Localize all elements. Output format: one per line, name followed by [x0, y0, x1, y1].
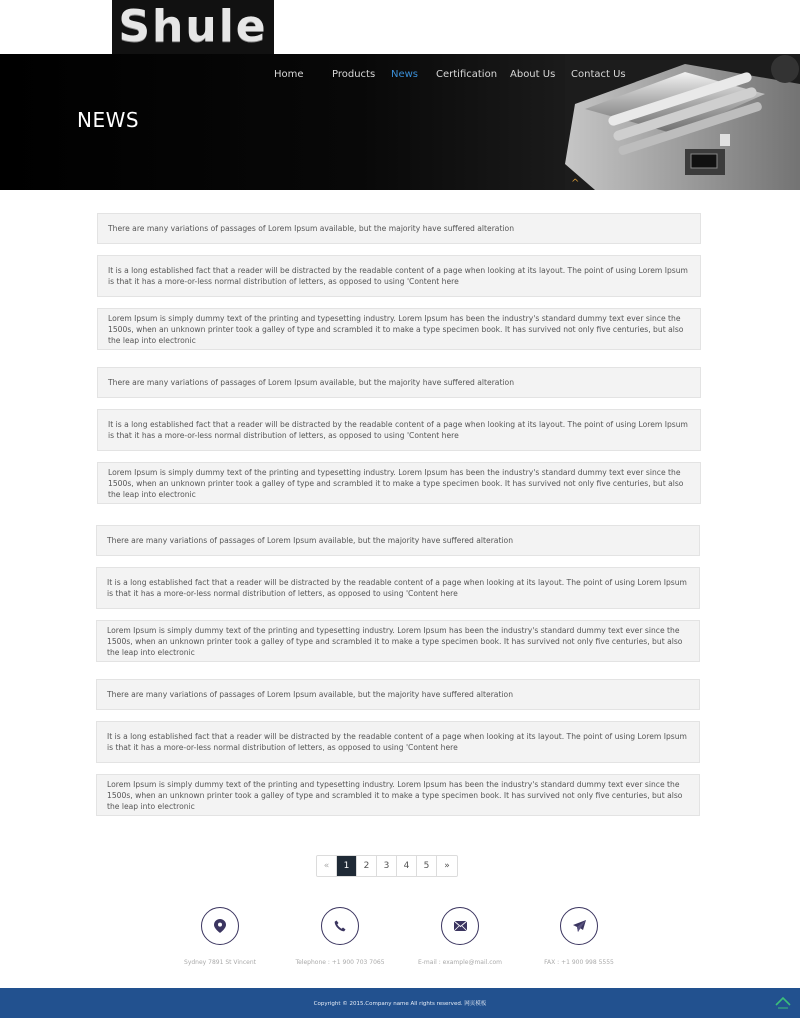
news-item[interactable] [97, 213, 701, 244]
contact-phone [280, 907, 400, 966]
footer-copyright: Copyright © 2015.Company name All rights reserved. 网页模板 [313, 1001, 487, 1007]
contact-phone-text: Telephone : +1 900 703 7065 [295, 959, 385, 966]
phone-icon [321, 907, 359, 945]
news-item-text: It is a long established fact that a reader will be distracted by the readable content of a page when looking at its layout. The point of using Lorem Ipsum is that it has a more-or-less normal distribution of letters, as opposed to using 'Content here [107, 732, 687, 752]
paper-plane-icon [560, 907, 598, 945]
contact-address [160, 907, 280, 966]
pagination-prev[interactable]: « [317, 856, 337, 876]
caret-up-icon: ^ [571, 178, 580, 189]
back-to-top-icon[interactable] [774, 992, 792, 1010]
contact-fax [519, 907, 639, 966]
contact-fax-text: FAX : +1 900 998 5555 [544, 959, 614, 966]
news-item-text: There are many variations of passages of Lorem Ipsum available, but the majority have suffered alteration [108, 378, 515, 387]
logo[interactable] [112, 0, 274, 54]
map-marker-icon [201, 907, 239, 945]
news-item-text: Lorem Ipsum is simply dummy text of the printing and typesetting industry. Lorem Ipsum has been the industry's standard dummy text ever since the 1500s, when an unknown printer took a galley of type and scrambled it to make a type specimen book. It has survived not only five centuries, but also the leap into electronic [108, 467, 684, 499]
nav-certification[interactable]: Certification [436, 69, 498, 80]
page-title: NEWS [77, 108, 140, 132]
nav-contact-us[interactable]: Contact Us [571, 69, 626, 80]
news-item-text: It is a long established fact that a reader will be distracted by the readable content of a page when looking at its layout. The point of using Lorem Ipsum is that it has a more-or-less normal distribution of letters, as opposed to using 'Content here [108, 420, 688, 440]
logo-text: Shule [118, 1, 268, 52]
news-item[interactable] [96, 774, 700, 816]
news-item[interactable] [97, 255, 701, 297]
news-item-text: There are many variations of passages of Lorem Ipsum available, but the majority have suffered alteration [108, 224, 515, 233]
pagination-page-5[interactable]: 5 [417, 856, 437, 876]
news-item-text: Lorem Ipsum is simply dummy text of the printing and typesetting industry. Lorem Ipsum has been the industry's standard dummy text ever since the 1500s, when an unknown printer took a galley of type and scrambled it to make a type specimen book. It has survived not only five centuries, but also the leap into electronic [107, 779, 683, 811]
pagination-page-1[interactable]: 1 [337, 856, 357, 876]
contact-email-text: E-mail : example@mail.com [417, 959, 503, 966]
page-banner [0, 54, 800, 190]
contact-address-text: Sydney 7891 St Vincent [184, 959, 256, 966]
news-item[interactable] [97, 367, 701, 398]
news-item-text: There are many variations of passages of Lorem Ipsum available, but the majority have suffered alteration [107, 536, 514, 545]
pagination-page-4[interactable]: 4 [397, 856, 417, 876]
news-item[interactable] [96, 620, 700, 662]
pagination-page-2[interactable]: 2 [357, 856, 377, 876]
news-item[interactable] [96, 567, 700, 609]
news-item-text: Lorem Ipsum is simply dummy text of the printing and typesetting industry. Lorem Ipsum has been the industry's standard dummy text ever since the 1500s, when an unknown printer took a galley of type and scrambled it to make a type specimen book. It has survived not only five centuries, but also the leap into electronic [107, 625, 683, 657]
nav-products[interactable]: Products [332, 69, 376, 80]
news-item[interactable] [96, 525, 700, 556]
news-item[interactable] [97, 308, 701, 350]
news-item-text: Lorem Ipsum is simply dummy text of the printing and typesetting industry. Lorem Ipsum has been the industry's standard dummy text ever since the 1500s, when an unknown printer took a galley of type and scrambled it to make a type specimen book. It has survived not only five centuries, but also the leap into electronic [108, 313, 684, 345]
pagination-page-3[interactable]: 3 [377, 856, 397, 876]
news-item-text: There are many variations of passages of Lorem Ipsum available, but the majority have suffered alteration [107, 690, 514, 699]
contact-email [400, 907, 520, 966]
nav-about-us[interactable]: About Us [510, 69, 556, 80]
pagination [316, 855, 458, 877]
envelope-icon [441, 907, 479, 945]
news-item[interactable] [96, 679, 700, 710]
news-item-text: It is a long established fact that a reader will be distracted by the readable content of a page when looking at its layout. The point of using Lorem Ipsum is that it has a more-or-less normal distribution of letters, as opposed to using 'Content here [107, 578, 687, 598]
main-nav [0, 69, 800, 85]
nav-news[interactable]: News [391, 69, 419, 80]
nav-home[interactable]: Home [274, 69, 304, 80]
news-item-text: It is a long established fact that a reader will be distracted by the readable content of a page when looking at its layout. The point of using Lorem Ipsum is that it has a more-or-less normal distribution of letters, as opposed to using 'Content here [108, 266, 688, 286]
pagination-next[interactable]: » [437, 856, 457, 876]
footer [0, 988, 800, 1018]
news-item[interactable] [96, 721, 700, 763]
news-item[interactable] [97, 462, 701, 504]
news-item[interactable] [97, 409, 701, 451]
